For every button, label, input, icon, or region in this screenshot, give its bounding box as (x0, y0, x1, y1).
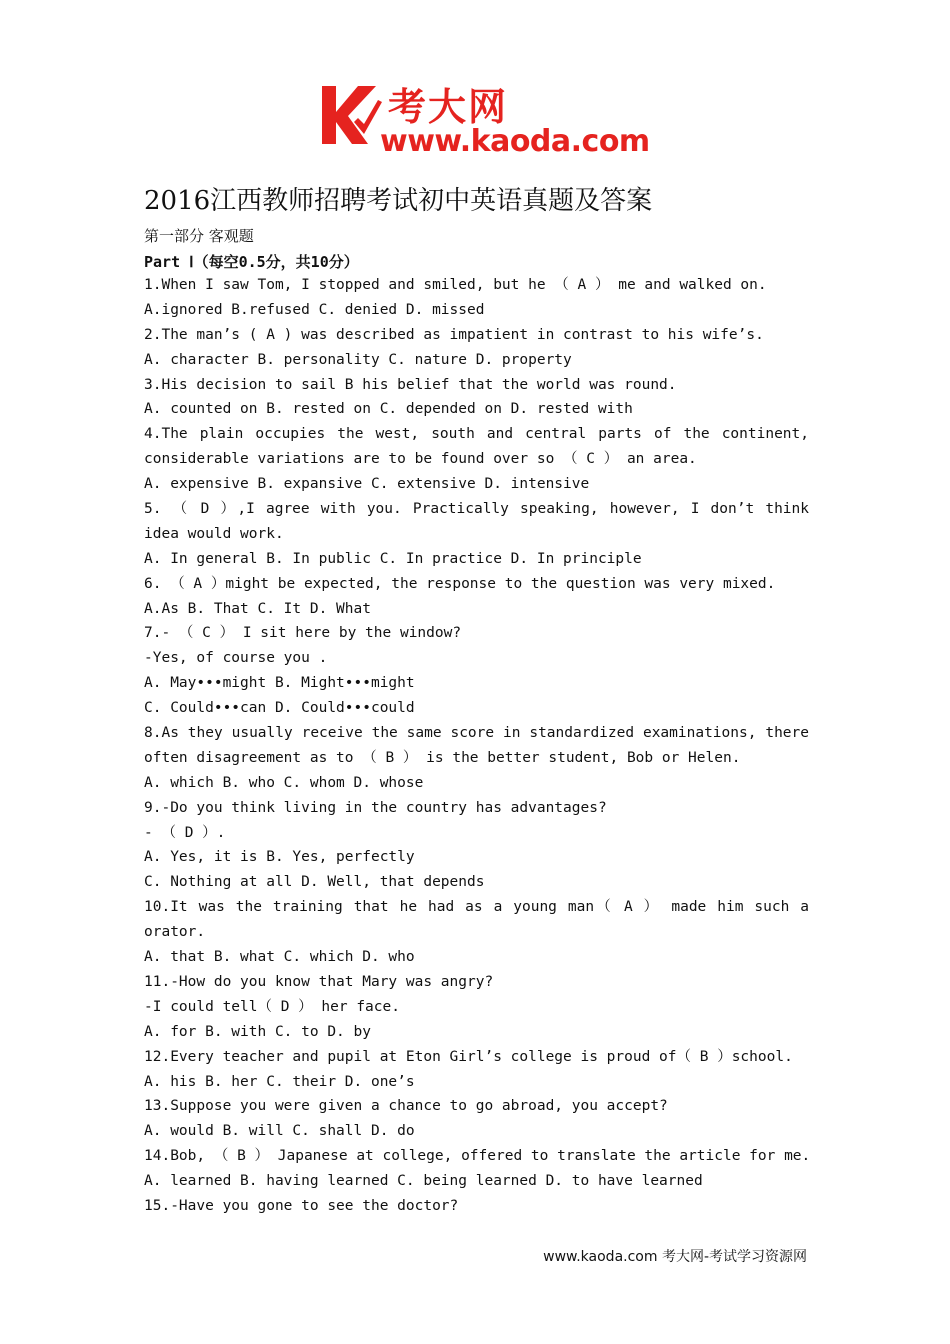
text-line: orator. (144, 924, 206, 941)
text-line: A. In general B. In public C. In practice D. In principle (144, 550, 642, 567)
text-line: A. that B. what C. which D. who (144, 949, 415, 966)
text-line: idea would work. (144, 525, 284, 542)
text-line: 6. （ A ）might be expected, the response to the question was very mixed. (144, 575, 776, 592)
footer-source[interactable]: www.kaoda.com 考大网-考试学习资源网 (543, 1249, 807, 1265)
text-line: A. learned B. having learned C. being learned D. to have learned (144, 1173, 703, 1190)
logo-url[interactable]: www.kaoda.com (380, 124, 650, 159)
text-line: 1.When I saw Tom, I stopped and smiled, but he （ A ） me and walked on. (144, 277, 767, 293)
text-line: A. Yes, it is B. Yes, perfectly (144, 849, 415, 866)
text-line: 10.It was the training that he had as a young man（ A ） made him such a (144, 899, 809, 916)
text-line: 15.-Have you gone to see the doctor? (144, 1197, 459, 1214)
text-line: 7.- （ C ） I sit here by the window? (144, 625, 462, 642)
text-line: 13.Suppose you were given a chance to go abroad, you accept? (144, 1098, 668, 1115)
text-line: 2.The man’s ( A ) was described as impatient in contrast to his wife’s. (144, 326, 764, 343)
question-lines (144, 273, 809, 1219)
text-line: A. would B. will C. shall D. do (144, 1123, 415, 1140)
text-line: 12.Every teacher and pupil at Eton Girl’s college is proud of（ B ）school. (144, 1048, 793, 1065)
text-line: often disagreement as to （ B ） is the better student, Bob or Helen. (144, 749, 741, 766)
logo-brand-cn: 考大网 (388, 85, 509, 129)
text-line: -I could tell（ D ） her face. (144, 998, 400, 1015)
text-line: -Yes, of course you . (144, 650, 328, 667)
kaoda-k-logo-icon (318, 82, 384, 148)
text-line: A. expensive B. expansive C. extensive D. intensive (144, 476, 590, 493)
text-line: 3.His decision to sail B his belief that the world was round. (144, 376, 677, 393)
text-line: A. May•••might B. Might•••might (144, 675, 415, 692)
text-line: A. character B. personality C. nature D. property (144, 351, 572, 368)
section-heading: 第一部分 客观题 (144, 227, 254, 245)
text-line: 4.The plain occupies the west, south and central parts of the continent, (144, 426, 809, 443)
text-line: 8.As they usually receive the same score in standardized examinations, there (144, 725, 809, 742)
text-line: considerable variations are to be found over so （ C ） an area. (144, 451, 697, 468)
text-line: A. his B. her C. their D. one’s (144, 1073, 415, 1090)
text-line: A. counted on B. rested on C. depended on D. rested with (144, 401, 633, 418)
text-line: 9.-Do you think living in the country has advantages? (144, 799, 607, 816)
kaoda-logo[interactable] (318, 80, 650, 160)
text-line: 5. （ D ）,I agree with you. Practically speaking, however, I don’t think (144, 501, 809, 518)
text-line: 14.Bob, （ B ） Japanese at college, offered to translate the article for me. (144, 1148, 811, 1165)
text-line: A. which B. who C. whom D. whose (144, 774, 424, 791)
text-line: - （ D ）. (144, 824, 226, 841)
part-heading: Part Ⅰ（每空0.5分，共10分） (144, 253, 359, 271)
text-line: C. Could•••can D. Could•••could (144, 700, 415, 717)
text-line: A.As B. That C. It D. What (144, 600, 371, 617)
text-line: A. for B. with C. to D. by (144, 1023, 371, 1040)
document-title: 2016江西教师招聘考试初中英语真题及答案 (144, 186, 653, 216)
text-line: C. Nothing at all D. Well, that depends (144, 874, 485, 891)
text-line: 11.-How do you know that Mary was angry? (144, 973, 494, 990)
text-line: A.ignored B.refused C. denied D. missed (144, 301, 485, 318)
